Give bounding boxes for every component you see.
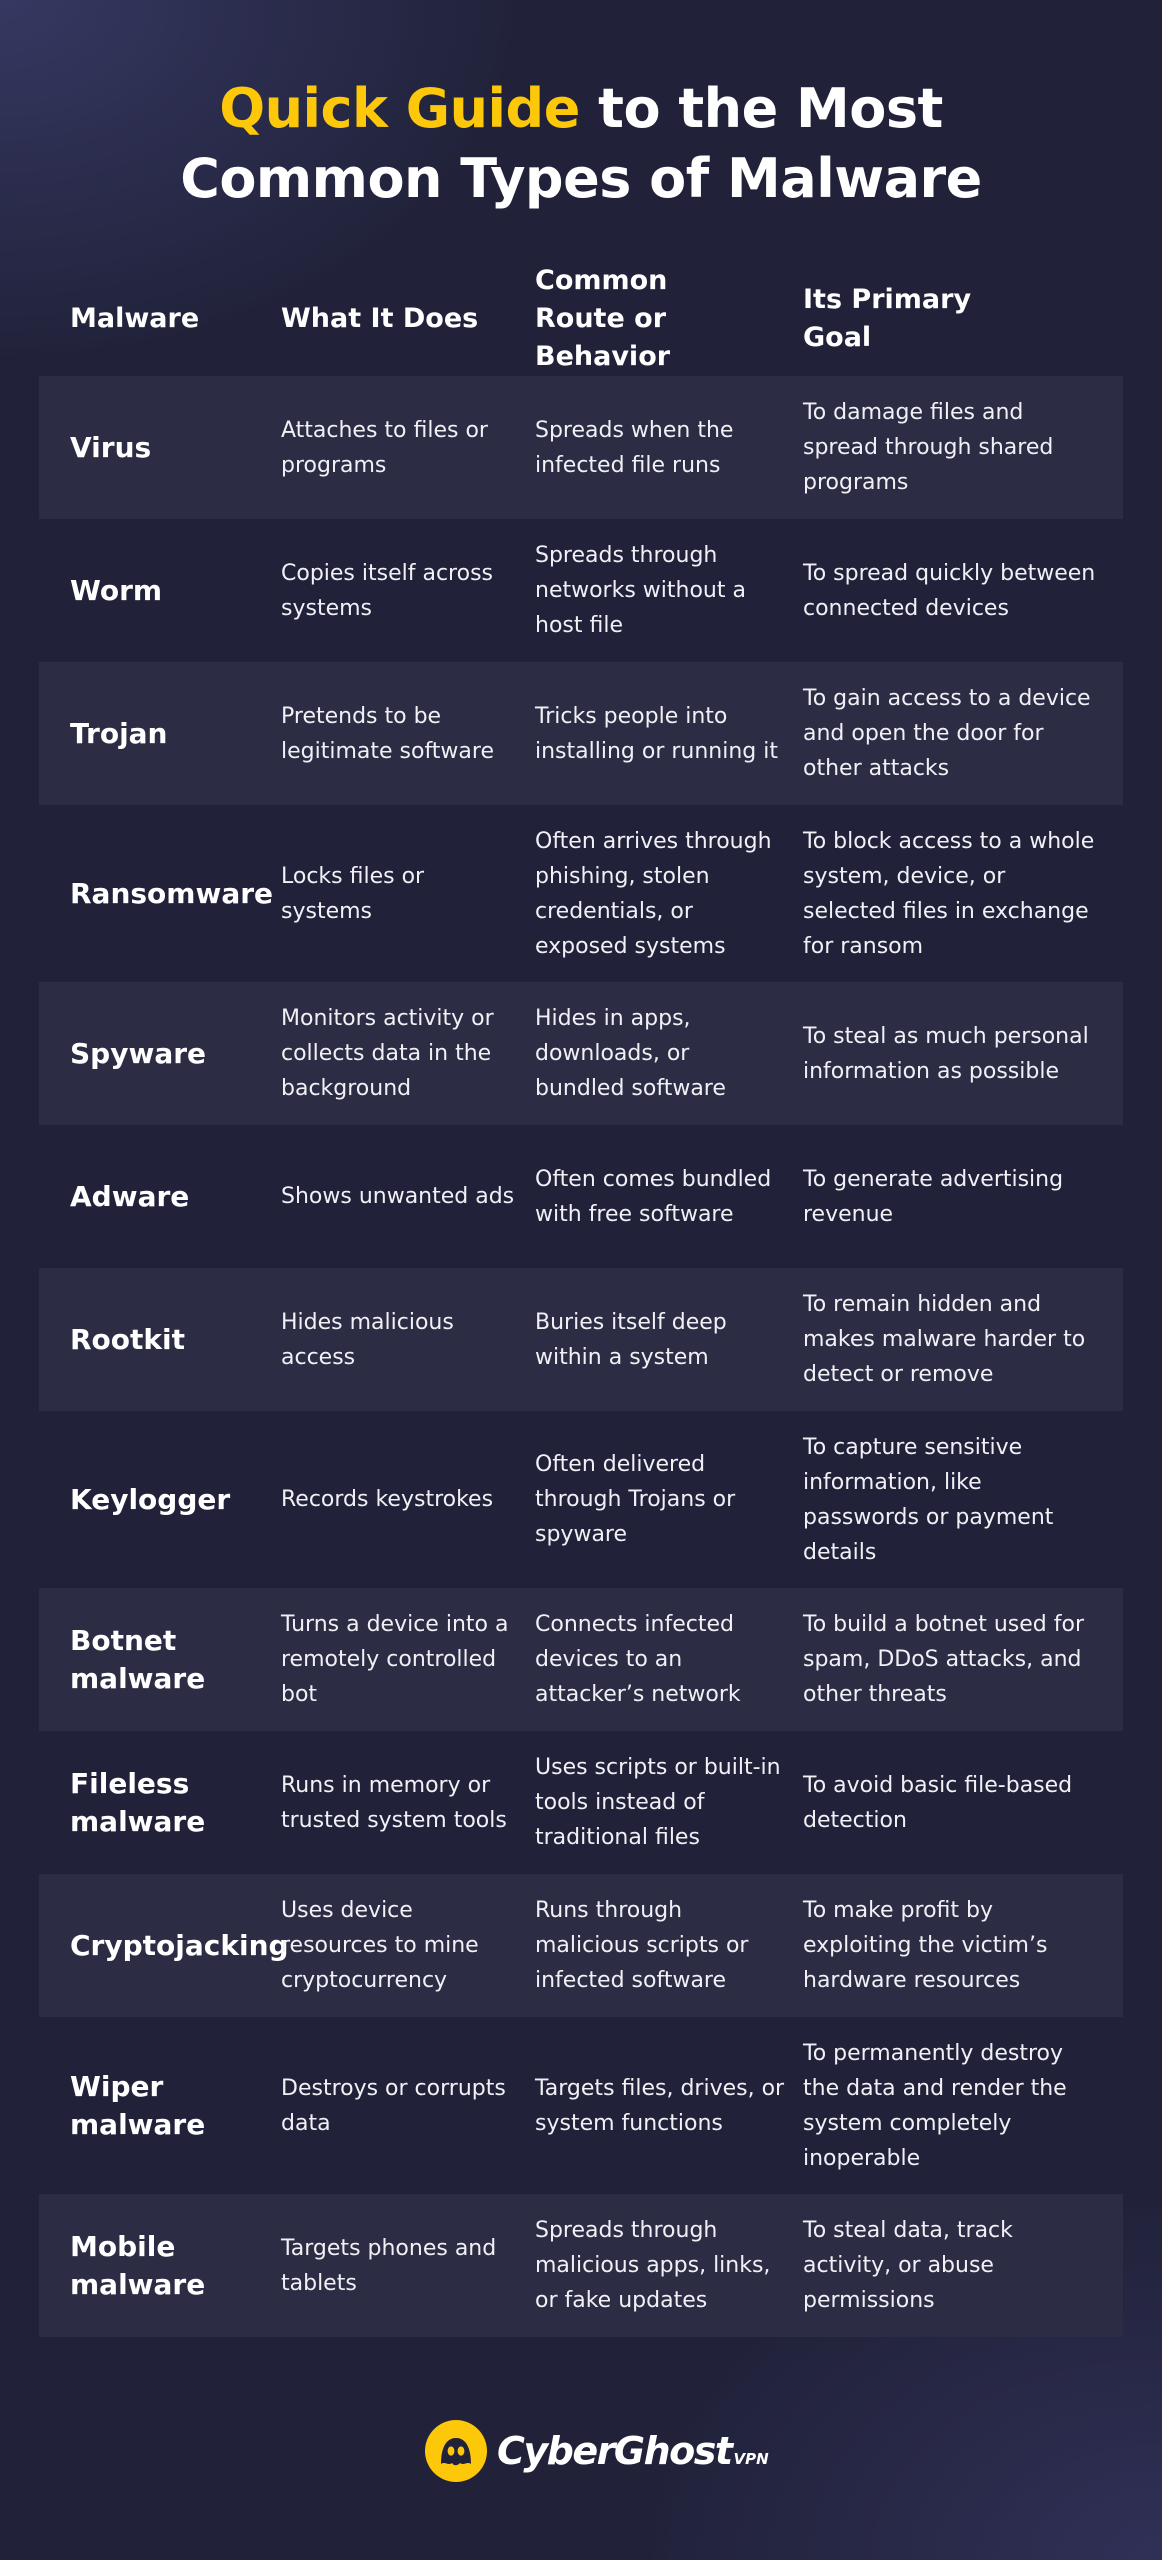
common-route-cell: Tricks people into installing or running it [535,703,778,764]
malware-name: Ransomware [70,876,274,910]
header-common-route: Common Route or Behavior [535,265,671,372]
brand-name: CyberGhost [497,2429,732,2473]
title-line1-rest: to the Most [579,77,943,140]
table-header-row [39,262,1123,376]
table-row [39,805,1123,982]
table-row [39,1588,1123,1731]
primary-goal-cell: To make profit by exploiting the victim’s hardware resources [803,1898,1048,1993]
common-route-cell: Spreads through networks without a host file [535,543,746,638]
table-row [39,2194,1123,2337]
header-primary-goal: Its Primary Goal [803,284,972,353]
what-it-does-cell: Shows unwanted ads [281,1184,515,1209]
malware-name: Cryptojacking [70,1928,289,1962]
malware-name: Adware [70,1179,190,1213]
malware-name: Botnet malware [70,1623,206,1695]
ghost-icon-eye-left [448,2446,455,2455]
malware-name: Virus [70,430,152,464]
malware-name: Keylogger [70,1482,231,1516]
what-it-does-cell: Attaches to files or programs [281,417,488,478]
table-row [39,1411,1123,1588]
primary-goal-cell: To permanently destroy the data and render the system completely inoperable [803,2040,1067,2171]
title-accent: Quick Guide [219,77,580,140]
table-row [39,1874,1123,2017]
table-row [39,662,1123,805]
what-it-does-cell: Copies itself across systems [281,560,493,621]
what-it-does-cell: Turns a device into a remotely controlled bot [281,1612,509,1707]
common-route-cell: Often delivered through Trojans or spyware [535,1452,736,1547]
what-it-does-cell: Targets phones and tablets [281,2235,497,2296]
primary-goal-cell: To damage files and spread through shared programs [803,400,1054,495]
primary-goal-cell: To steal data, track activity, or abuse permissions [803,2218,1013,2313]
common-route-cell: Spreads through malicious apps, links, or fake updates [535,2218,771,2313]
malware-name: Fileless malware [70,1766,206,1838]
primary-goal-cell: To gain access to a device and open the door for other attacks [803,686,1091,781]
header-malware: Malware [70,303,200,334]
common-route-cell: Spreads when the infected file runs [535,417,734,478]
ghost-icon [425,2420,487,2482]
common-route-cell: Often comes bundled with free software [535,1166,772,1227]
table-row [39,1731,1123,1874]
what-it-does-cell: Destroys or corrupts data [281,2075,506,2136]
common-route-cell: Runs through malicious scripts or infected software [535,1898,749,1993]
malware-name: Worm [70,573,163,607]
malware-name: Trojan [70,716,168,750]
what-it-does-cell: Records keystrokes [281,1487,494,1512]
malware-table [39,262,1123,2337]
malware-name: Spyware [70,1036,207,1070]
brand-logo [425,2420,769,2482]
header-what-it-does: What It Does [281,303,479,334]
brand-suffix: VPN [733,2450,769,2468]
page-title [0,74,1162,214]
common-route-cell: Connects infected devices to an attacker’s network [535,1612,741,1707]
common-route-cell: Often arrives through phishing, stolen credentials, or exposed systems [535,828,772,959]
table-body [39,376,1123,2337]
what-it-does-cell: Runs in memory or trusted system tools [281,1772,507,1833]
table-row [39,982,1123,1125]
what-it-does-cell: Uses device resources to mine cryptocurrency [281,1898,479,1993]
primary-goal-cell: To remain hidden and makes malware harder to detect or remove [803,1292,1086,1387]
primary-goal-cell: To spread quickly between connected devices [803,560,1096,621]
ghost-icon-eye-right [458,2446,465,2455]
primary-goal-cell: To block access to a whole system, device, or selected files in exchange for ransom [803,828,1095,959]
table-row [39,1268,1123,1411]
malware-name: Mobile malware [70,2229,206,2301]
common-route-cell: Buries itself deep within a system [535,1309,727,1370]
what-it-does-cell: Pretends to be legitimate software [281,703,495,764]
primary-goal-cell: To capture sensitive information, like passwords or payment details [803,1434,1054,1565]
primary-goal-cell: To steal as much personal information as possible [803,1023,1089,1084]
table-row [39,376,1123,519]
what-it-does-cell: Locks files or systems [281,863,425,924]
primary-goal-cell: To avoid basic file-based detection [803,1772,1073,1833]
what-it-does-cell: Hides malicious access [281,1309,454,1370]
table-row [39,519,1123,662]
common-route-cell: Hides in apps, downloads, or bundled software [535,1006,726,1101]
primary-goal-cell: To build a botnet used for spam, DDoS attacks, and other threats [803,1612,1085,1707]
malware-name: Wiper malware [70,2069,206,2141]
table-row [39,1125,1123,1268]
what-it-does-cell: Monitors activity or collects data in the background [281,1006,494,1101]
common-route-cell: Targets files, drives, or system functions [535,2075,785,2136]
malware-name: Rootkit [70,1322,186,1356]
table-row [39,2017,1123,2194]
primary-goal-cell: To generate advertising revenue [803,1166,1064,1227]
common-route-cell: Uses scripts or built-in tools instead of traditional files [535,1755,781,1850]
title-line2: Common Types of Malware [180,147,982,210]
